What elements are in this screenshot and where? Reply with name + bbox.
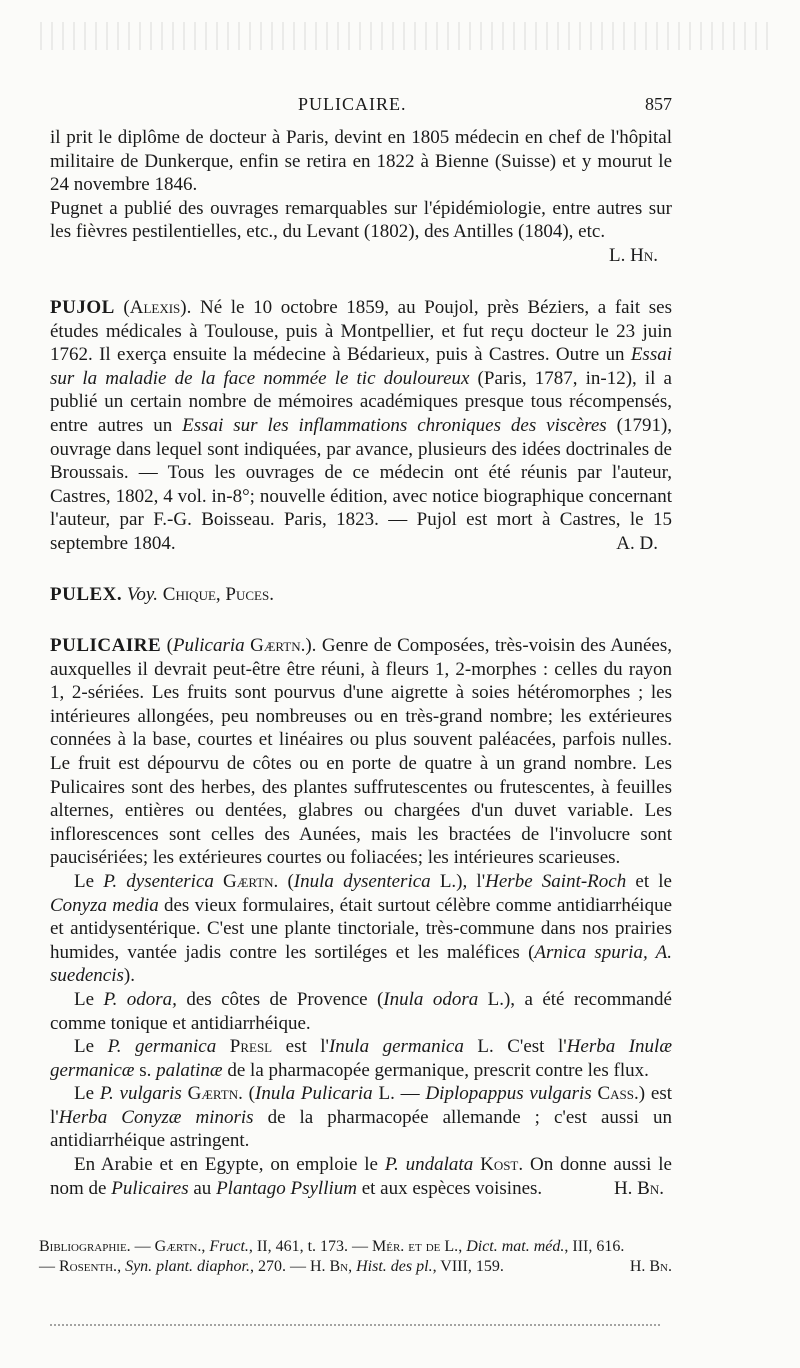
pugnet-paragraph-2: Pugnet a publié des ouvrages remarquables sur l'épidémiologie, entre autres sur les fièvres pestilentielles, etc., du Levant (1802), des Antilles (1804), etc. bbox=[50, 197, 672, 243]
pulicaire-open: ( bbox=[166, 635, 173, 656]
pujol-paragraph bbox=[50, 296, 672, 556]
pulex-voy: Voy. bbox=[126, 584, 159, 605]
bibliography-line-2: — Rosenth., Syn. plant. diaphor., 270. — H. Bn, Hist. des pl., VIII, 159. H. Bn. bbox=[39, 1258, 672, 1275]
pulicaire-signature: H. Bn. bbox=[613, 1177, 664, 1199]
running-header bbox=[50, 94, 672, 118]
pujol-name: (Alexis). bbox=[123, 297, 192, 318]
pulicaire-paragraph-1 bbox=[50, 634, 672, 870]
scan-noise-bottom bbox=[50, 1324, 660, 1328]
pulicaire-close: ). bbox=[305, 635, 317, 656]
pujol-title-2: Essai sur les inflammations chroniques des viscères bbox=[182, 414, 607, 436]
pulicaire-latin: Pulicaria bbox=[172, 635, 245, 656]
bibliography bbox=[39, 1237, 672, 1277]
pulicaire-paragraph-2: Le P. dysenterica Gærtn. (Inula dysenterica L.), l'Herbe Saint-Roch et le Conyza media des vieux formulaires, était surtout célèbre comme antidiarrhéique et antidysentérique. C'est une plante tinctoriale, très-commune dans nos prairies humides, vantée jadis contre les sortiléges et les maléfices (Arnica spuria, A. suedencis). bbox=[50, 870, 672, 987]
pujol-headword: PUJOL bbox=[50, 297, 115, 318]
document-page bbox=[39, 0, 673, 1368]
pulex-headword: PULEX. bbox=[50, 584, 123, 605]
running-title: PULICAIRE. bbox=[298, 94, 407, 114]
pujol-text-1: Né le 10 octobre 1859, au Poujol, près Béziers, a fait ses études médicales à Toulouse, puis à Montpellier, et fut reçu docteur le 23 juin 1762. Il exerça ensuite la médecine à Bédarieux, puis à Castres. Outre un bbox=[50, 297, 673, 366]
pulicaire-paragraph-4: Le P. germanica Presl est l'Inula germanica L. C'est l'Herba Inulæ germanicæ s. palatinæ de la pharmacopée germanique, prescrit contre les flux. bbox=[50, 1036, 673, 1081]
pulex-paragraph bbox=[50, 583, 672, 607]
bibliography-signature: H. Bn. bbox=[629, 1258, 672, 1275]
pulicaire-headword: PULICAIRE bbox=[50, 635, 162, 656]
pugnet-signature: L. Hn. bbox=[609, 244, 658, 266]
page-number: 857 bbox=[645, 94, 672, 114]
pulicaire-paragraph-3: Le P. odora, des côtes de Provence (Inula odora L.), a été recommandé comme tonique et antidiarrhéique. bbox=[50, 988, 672, 1034]
pulex-refs: Chique, Puces. bbox=[162, 584, 274, 605]
pugnet-paragraph-1: il prit le diplôme de docteur à Paris, devint en 1805 médecin en chef de l'hôpital militaire de Dunkerque, enfin se retira en 1822 à Bienne (Suisse) et y mourut le 24 novembre 1846. bbox=[50, 127, 672, 196]
pujol-signature: A. D. bbox=[616, 532, 658, 554]
pulicaire-paragraph-6: En Arabie et en Egypte, on emploie le P. undalata Kost. On donne aussi le nom de Pulicaires au Plantago Psyllium et aux espèces voisines. bbox=[50, 1154, 672, 1199]
bibliography-line-1: Bibliographie. — Gærtn., Fruct., II, 461, t. 173. — Mér. et de L., Dict. mat. méd., III, 616. bbox=[39, 1238, 625, 1255]
pulicaire-text-1: Genre de Composées, très-voisin des Aunées, auxquelles il devrait peut-être être réuni, à fleurs 1, 2-morphes : celles du rayon 1, 2-sériées. Les fruits sont pourvus d'une aigrette à soies hétéromorphes ; les intérieures allongées, peu nombreuses ou en très-grand nombre; les extérieures connées à la base, courtes et linéaires ou plus souvent paléacées, parfois nulles. Le fruit est dépourvu de côtes ou en porte de quatre à un grand nombre. Les Pulicaires sont des herbes, des plantes suffrutescentes ou frutescentes, à feuilles alternes, entières ou dentées, glabres ou chargées d'un duvet variable. Les inflorescences sont celles des Aunées, mais les bractées de l'involucre sont paucisériées; les extérieures courtes ou foliacées; les intérieures scarieuses. bbox=[50, 635, 672, 869]
pulicaire-author: Gærtn. bbox=[250, 635, 306, 656]
entry-pujol bbox=[50, 296, 672, 556]
pulicaire-paragraph-5: Le P. vulgaris Gærtn. (Inula Pulicaria L. — Diplopappus vulgaris Cass.) est l'Herba Conyzæ minoris de la pharmacopée allemande ; c'est aussi un antidiarrhéique astringent. bbox=[50, 1083, 672, 1152]
pujol-text-2: (Paris, 1787, in-12), il a publié un certain nombre de mémoires académiques presque tous récompensés, entre autres un bbox=[50, 367, 672, 436]
entry-pulicaire bbox=[50, 634, 672, 1200]
entry-pulex bbox=[50, 583, 672, 607]
pujol-title-1: Essai sur la maladie de la face nommée le tic douloureux bbox=[50, 344, 672, 389]
pujol-text-3: (1791), ouvrage dans lequel sont indiquées, par avance, plusieurs des idées doctrinales de Broussais. — Tous les ouvrages de ce médecin ont été réunis par l'auteur, Castres, 1802, 4 vol. in-8°; nouvelle édition, avec notice biographique concernant l'auteur, par F.-G. Boisseau. Paris, 1823. — Pujol est mort à Castres, le 15 septembre 1804. bbox=[50, 414, 673, 554]
entry-pugnet bbox=[50, 126, 672, 268]
